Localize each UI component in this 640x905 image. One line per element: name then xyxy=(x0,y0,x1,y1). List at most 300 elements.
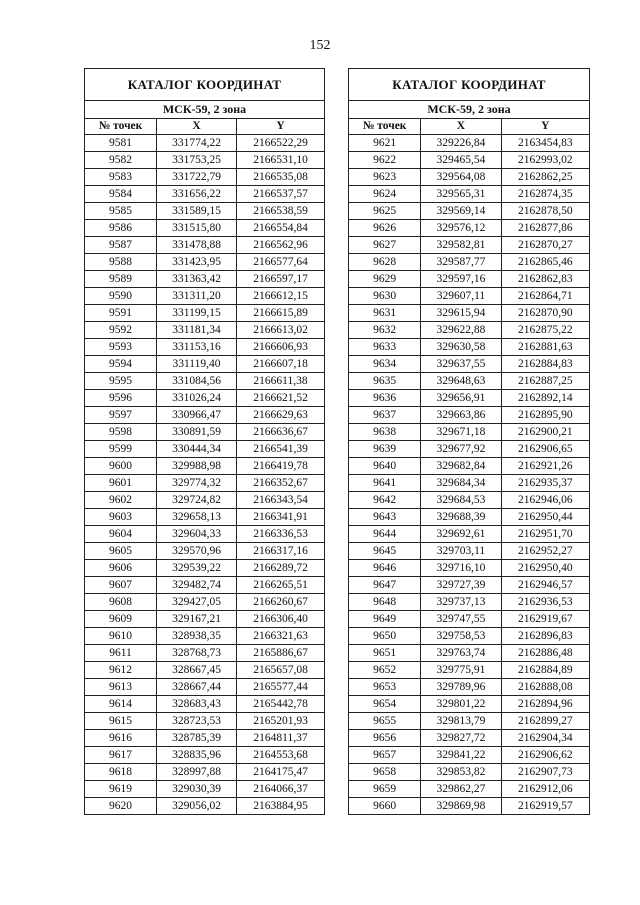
y-coordinate-cell: 2166260,67 xyxy=(237,594,325,611)
x-coordinate-cell: 331515,80 xyxy=(157,220,237,237)
y-coordinate-cell: 2162874,35 xyxy=(501,186,589,203)
y-coordinate-cell: 2166537,57 xyxy=(237,186,325,203)
y-coordinate-cell: 2166554,84 xyxy=(237,220,325,237)
table-row xyxy=(349,798,590,815)
x-coordinate-cell: 329724,82 xyxy=(157,492,237,509)
table-row xyxy=(85,730,325,747)
y-coordinate-cell: 2162906,62 xyxy=(501,747,589,764)
y-coordinate-cell: 2163884,95 xyxy=(237,798,325,815)
table-row xyxy=(349,458,590,475)
x-coordinate-cell: 328835,96 xyxy=(157,747,237,764)
x-coordinate-cell: 328683,43 xyxy=(157,696,237,713)
y-coordinate-cell: 2166265,51 xyxy=(237,577,325,594)
x-coordinate-cell: 329587,77 xyxy=(421,254,501,271)
y-coordinate-cell: 2162864,71 xyxy=(501,288,589,305)
y-coordinate-cell: 2162936,53 xyxy=(501,594,589,611)
x-coordinate-cell: 329630,58 xyxy=(421,339,501,356)
table-row xyxy=(85,713,325,730)
y-coordinate-cell: 2162892,14 xyxy=(501,390,589,407)
x-coordinate-cell: 329763,74 xyxy=(421,645,501,662)
table-row xyxy=(349,237,590,254)
x-coordinate-cell: 329688,39 xyxy=(421,509,501,526)
point-number-cell: 9583 xyxy=(85,169,157,186)
point-number-cell: 9623 xyxy=(349,169,421,186)
table-row xyxy=(349,577,590,594)
point-number-cell: 9606 xyxy=(85,560,157,577)
table-row xyxy=(85,390,325,407)
y-coordinate-cell: 2162862,25 xyxy=(501,169,589,186)
x-coordinate-cell: 329758,53 xyxy=(421,628,501,645)
y-coordinate-cell: 2166613,02 xyxy=(237,322,325,339)
y-coordinate-cell: 2162870,90 xyxy=(501,305,589,322)
point-number-cell: 9651 xyxy=(349,645,421,662)
x-coordinate-cell: 331084,56 xyxy=(157,373,237,390)
x-coordinate-cell: 329597,16 xyxy=(421,271,501,288)
y-coordinate-cell: 2162950,44 xyxy=(501,509,589,526)
y-coordinate-cell: 2162904,34 xyxy=(501,730,589,747)
table-row xyxy=(85,611,325,628)
point-number-cell: 9612 xyxy=(85,662,157,679)
x-coordinate-cell: 329564,08 xyxy=(421,169,501,186)
x-coordinate-cell: 329774,32 xyxy=(157,475,237,492)
catalog-body xyxy=(349,135,590,815)
x-coordinate-cell: 329570,96 xyxy=(157,543,237,560)
x-coordinate-cell: 329056,02 xyxy=(157,798,237,815)
table-row xyxy=(349,305,590,322)
table-row xyxy=(85,543,325,560)
y-coordinate-cell: 2166636,67 xyxy=(237,424,325,441)
y-coordinate-cell: 2162900,21 xyxy=(501,424,589,441)
y-coordinate-cell: 2162952,27 xyxy=(501,543,589,560)
point-number-cell: 9607 xyxy=(85,577,157,594)
x-coordinate-cell: 329775,91 xyxy=(421,662,501,679)
y-coordinate-cell: 2166317,16 xyxy=(237,543,325,560)
x-coordinate-cell: 329813,79 xyxy=(421,713,501,730)
y-coordinate-cell: 2166289,72 xyxy=(237,560,325,577)
point-number-cell: 9660 xyxy=(349,798,421,815)
table-row xyxy=(85,424,325,441)
table-row xyxy=(85,645,325,662)
point-number-cell: 9599 xyxy=(85,441,157,458)
y-coordinate-cell: 2162946,06 xyxy=(501,492,589,509)
y-coordinate-cell: 2166336,53 xyxy=(237,526,325,543)
table-row xyxy=(85,305,325,322)
table-row xyxy=(349,373,590,390)
x-coordinate-cell: 329827,72 xyxy=(421,730,501,747)
y-coordinate-cell: 2162951,70 xyxy=(501,526,589,543)
x-coordinate-cell: 331423,95 xyxy=(157,254,237,271)
y-coordinate-cell: 2162888,08 xyxy=(501,679,589,696)
table-row xyxy=(349,152,590,169)
table-row xyxy=(349,288,590,305)
table-row xyxy=(85,373,325,390)
x-coordinate-cell: 329576,12 xyxy=(421,220,501,237)
table-row xyxy=(349,424,590,441)
point-number-cell: 9636 xyxy=(349,390,421,407)
coordinate-catalog-right xyxy=(348,68,590,815)
x-coordinate-cell: 329615,94 xyxy=(421,305,501,322)
y-coordinate-cell: 2166606,93 xyxy=(237,339,325,356)
point-number-cell: 9584 xyxy=(85,186,157,203)
table-row xyxy=(349,628,590,645)
point-number-cell: 9655 xyxy=(349,713,421,730)
table-row xyxy=(349,356,590,373)
x-coordinate-cell: 328785,39 xyxy=(157,730,237,747)
y-coordinate-cell: 2162870,27 xyxy=(501,237,589,254)
point-number-cell: 9650 xyxy=(349,628,421,645)
point-number-cell: 9611 xyxy=(85,645,157,662)
point-number-cell: 9601 xyxy=(85,475,157,492)
y-coordinate-cell: 2162899,27 xyxy=(501,713,589,730)
y-coordinate-cell: 2162895,90 xyxy=(501,407,589,424)
y-coordinate-cell: 2162896,83 xyxy=(501,628,589,645)
point-number-cell: 9619 xyxy=(85,781,157,798)
x-coordinate-cell: 329167,21 xyxy=(157,611,237,628)
y-coordinate-cell: 2162877,86 xyxy=(501,220,589,237)
y-coordinate-cell: 2162887,25 xyxy=(501,373,589,390)
point-number-cell: 9585 xyxy=(85,203,157,220)
table-row xyxy=(349,407,590,424)
point-number-cell: 9629 xyxy=(349,271,421,288)
table-row xyxy=(349,560,590,577)
x-coordinate-cell: 329582,81 xyxy=(421,237,501,254)
x-coordinate-cell: 329727,39 xyxy=(421,577,501,594)
point-number-cell: 9638 xyxy=(349,424,421,441)
y-coordinate-cell: 2162921,26 xyxy=(501,458,589,475)
x-coordinate-cell: 330966,47 xyxy=(157,407,237,424)
x-coordinate-cell: 331119,40 xyxy=(157,356,237,373)
x-coordinate-cell: 331774,22 xyxy=(157,135,237,152)
y-coordinate-cell: 2166352,67 xyxy=(237,475,325,492)
y-coordinate-cell: 2164066,37 xyxy=(237,781,325,798)
point-number-cell: 9603 xyxy=(85,509,157,526)
point-number-cell: 9591 xyxy=(85,305,157,322)
point-number-cell: 9593 xyxy=(85,339,157,356)
x-coordinate-cell: 329862,27 xyxy=(421,781,501,798)
point-number-cell: 9622 xyxy=(349,152,421,169)
y-coordinate-cell: 2166538,59 xyxy=(237,203,325,220)
y-coordinate-cell: 2166562,96 xyxy=(237,237,325,254)
coordinate-system-zone: МСК-59, 2 зона xyxy=(349,101,590,119)
table-row xyxy=(349,645,590,662)
y-coordinate-cell: 2166535,08 xyxy=(237,169,325,186)
coordinate-catalog-left xyxy=(84,68,325,815)
y-coordinate-cell: 2166341,91 xyxy=(237,509,325,526)
x-coordinate-cell: 329684,53 xyxy=(421,492,501,509)
point-number-cell: 9647 xyxy=(349,577,421,594)
x-coordinate-cell: 331478,88 xyxy=(157,237,237,254)
y-coordinate-cell: 2162884,89 xyxy=(501,662,589,679)
table-row xyxy=(85,764,325,781)
y-coordinate-cell: 2163454,83 xyxy=(501,135,589,152)
y-coordinate-cell: 2162993,02 xyxy=(501,152,589,169)
x-coordinate-cell: 331311,20 xyxy=(157,288,237,305)
table-row xyxy=(85,220,325,237)
point-number-cell: 9588 xyxy=(85,254,157,271)
table-row xyxy=(85,458,325,475)
y-coordinate-cell: 2162878,50 xyxy=(501,203,589,220)
x-coordinate-cell: 330444,34 xyxy=(157,441,237,458)
table-row xyxy=(349,713,590,730)
table-row xyxy=(85,407,325,424)
point-number-cell: 9634 xyxy=(349,356,421,373)
x-coordinate-cell: 328938,35 xyxy=(157,628,237,645)
catalog-title: КАТАЛОГ КООРДИНАТ xyxy=(85,69,325,101)
table-row xyxy=(349,543,590,560)
table-row xyxy=(85,560,325,577)
x-coordinate-cell: 329569,14 xyxy=(421,203,501,220)
table-row xyxy=(349,322,590,339)
table-row xyxy=(349,764,590,781)
y-coordinate-cell: 2165201,93 xyxy=(237,713,325,730)
point-number-cell: 9641 xyxy=(349,475,421,492)
y-coordinate-cell: 2162950,40 xyxy=(501,560,589,577)
x-coordinate-cell: 329692,61 xyxy=(421,526,501,543)
x-coordinate-cell: 329226,84 xyxy=(421,135,501,152)
x-coordinate-cell: 329801,22 xyxy=(421,696,501,713)
table-row xyxy=(85,339,325,356)
x-coordinate-cell: 329716,10 xyxy=(421,560,501,577)
point-number-cell: 9624 xyxy=(349,186,421,203)
y-coordinate-cell: 2164553,68 xyxy=(237,747,325,764)
table-row xyxy=(85,203,325,220)
table-row xyxy=(349,662,590,679)
table-row xyxy=(349,254,590,271)
y-coordinate-cell: 2166597,17 xyxy=(237,271,325,288)
table-row xyxy=(349,679,590,696)
table-row xyxy=(85,662,325,679)
point-number-cell: 9645 xyxy=(349,543,421,560)
y-coordinate-cell: 2166611,38 xyxy=(237,373,325,390)
y-coordinate-cell: 2162919,67 xyxy=(501,611,589,628)
table-row xyxy=(349,611,590,628)
point-number-cell: 9589 xyxy=(85,271,157,288)
x-coordinate-cell: 331753,25 xyxy=(157,152,237,169)
point-number-cell: 9649 xyxy=(349,611,421,628)
table-row xyxy=(85,237,325,254)
table-row xyxy=(85,135,325,152)
x-coordinate-cell: 331363,42 xyxy=(157,271,237,288)
x-coordinate-cell: 329622,88 xyxy=(421,322,501,339)
point-number-cell: 9597 xyxy=(85,407,157,424)
table-row xyxy=(349,271,590,288)
table-row xyxy=(85,475,325,492)
y-coordinate-cell: 2166621,52 xyxy=(237,390,325,407)
point-number-cell: 9644 xyxy=(349,526,421,543)
point-number-cell: 9627 xyxy=(349,237,421,254)
table-row xyxy=(85,526,325,543)
point-number-cell: 9608 xyxy=(85,594,157,611)
table-row xyxy=(349,475,590,492)
point-number-cell: 9604 xyxy=(85,526,157,543)
point-number-cell: 9600 xyxy=(85,458,157,475)
x-coordinate-cell: 328997,88 xyxy=(157,764,237,781)
point-number-cell: 9586 xyxy=(85,220,157,237)
point-number-cell: 9609 xyxy=(85,611,157,628)
x-coordinate-cell: 331026,24 xyxy=(157,390,237,407)
point-number-cell: 9613 xyxy=(85,679,157,696)
point-number-cell: 9614 xyxy=(85,696,157,713)
table-row xyxy=(85,492,325,509)
y-coordinate-cell: 2165577,44 xyxy=(237,679,325,696)
table-row xyxy=(85,679,325,696)
x-coordinate-cell: 329789,96 xyxy=(421,679,501,696)
x-coordinate-cell: 329853,82 xyxy=(421,764,501,781)
y-coordinate-cell: 2165886,67 xyxy=(237,645,325,662)
y-coordinate-cell: 2166629,63 xyxy=(237,407,325,424)
table-row xyxy=(349,509,590,526)
x-coordinate-cell: 328768,73 xyxy=(157,645,237,662)
y-coordinate-cell: 2162935,37 xyxy=(501,475,589,492)
table-row xyxy=(85,594,325,611)
y-coordinate-cell: 2162881,63 xyxy=(501,339,589,356)
table-row xyxy=(349,730,590,747)
y-coordinate-cell: 2164175,47 xyxy=(237,764,325,781)
point-number-cell: 9592 xyxy=(85,322,157,339)
table-row xyxy=(85,322,325,339)
point-number-cell: 9618 xyxy=(85,764,157,781)
point-number-cell: 9635 xyxy=(349,373,421,390)
table-row xyxy=(349,526,590,543)
point-number-cell: 9639 xyxy=(349,441,421,458)
y-coordinate-cell: 2166612,15 xyxy=(237,288,325,305)
table-row xyxy=(349,390,590,407)
point-number-cell: 9582 xyxy=(85,152,157,169)
y-coordinate-cell: 2165442,78 xyxy=(237,696,325,713)
x-coordinate-cell: 329682,84 xyxy=(421,458,501,475)
x-coordinate-cell: 331153,16 xyxy=(157,339,237,356)
y-coordinate-cell: 2166522,29 xyxy=(237,135,325,152)
y-coordinate-cell: 2165657,08 xyxy=(237,662,325,679)
table-row xyxy=(85,169,325,186)
table-row xyxy=(85,288,325,305)
x-coordinate-cell: 330891,59 xyxy=(157,424,237,441)
point-number-cell: 9596 xyxy=(85,390,157,407)
table-row xyxy=(85,356,325,373)
point-number-cell: 9637 xyxy=(349,407,421,424)
y-coordinate-cell: 2166321,63 xyxy=(237,628,325,645)
point-number-cell: 9621 xyxy=(349,135,421,152)
table-row xyxy=(349,339,590,356)
x-coordinate-cell: 329869,98 xyxy=(421,798,501,815)
x-coordinate-cell: 329677,92 xyxy=(421,441,501,458)
y-coordinate-cell: 2166531,10 xyxy=(237,152,325,169)
x-coordinate-cell: 329841,22 xyxy=(421,747,501,764)
point-number-cell: 9648 xyxy=(349,594,421,611)
point-number-cell: 9654 xyxy=(349,696,421,713)
point-number-cell: 9615 xyxy=(85,713,157,730)
table-row xyxy=(85,441,325,458)
x-coordinate-cell: 329030,39 xyxy=(157,781,237,798)
x-coordinate-cell: 328723,53 xyxy=(157,713,237,730)
table-row xyxy=(85,747,325,764)
x-coordinate-cell: 329427,05 xyxy=(157,594,237,611)
x-coordinate-cell: 329988,98 xyxy=(157,458,237,475)
y-coordinate-cell: 2162884,83 xyxy=(501,356,589,373)
y-coordinate-cell: 2162919,57 xyxy=(501,798,589,815)
x-coordinate-cell: 329465,54 xyxy=(421,152,501,169)
point-number-cell: 9643 xyxy=(349,509,421,526)
x-coordinate-cell: 329703,11 xyxy=(421,543,501,560)
point-number-cell: 9598 xyxy=(85,424,157,441)
x-coordinate-cell: 329658,13 xyxy=(157,509,237,526)
y-coordinate-cell: 2162862,83 xyxy=(501,271,589,288)
column-header-y: Y xyxy=(237,119,325,135)
y-coordinate-cell: 2162875,22 xyxy=(501,322,589,339)
x-coordinate-cell: 329663,86 xyxy=(421,407,501,424)
point-number-cell: 9659 xyxy=(349,781,421,798)
point-number-cell: 9653 xyxy=(349,679,421,696)
y-coordinate-cell: 2162894,96 xyxy=(501,696,589,713)
x-coordinate-cell: 331181,34 xyxy=(157,322,237,339)
table-row xyxy=(85,186,325,203)
point-number-cell: 9594 xyxy=(85,356,157,373)
table-row xyxy=(85,577,325,594)
y-coordinate-cell: 2164811,37 xyxy=(237,730,325,747)
column-header-y: Y xyxy=(501,119,589,135)
x-coordinate-cell: 329737,13 xyxy=(421,594,501,611)
y-coordinate-cell: 2162907,73 xyxy=(501,764,589,781)
y-coordinate-cell: 2162946,57 xyxy=(501,577,589,594)
table-row xyxy=(349,781,590,798)
point-number-cell: 9656 xyxy=(349,730,421,747)
table-row xyxy=(349,220,590,237)
table-row xyxy=(85,696,325,713)
table-row xyxy=(349,747,590,764)
point-number-cell: 9640 xyxy=(349,458,421,475)
point-number-cell: 9632 xyxy=(349,322,421,339)
x-coordinate-cell: 329684,34 xyxy=(421,475,501,492)
x-coordinate-cell: 329539,22 xyxy=(157,560,237,577)
table-row xyxy=(349,203,590,220)
point-number-cell: 9633 xyxy=(349,339,421,356)
point-number-cell: 9602 xyxy=(85,492,157,509)
point-number-cell: 9616 xyxy=(85,730,157,747)
x-coordinate-cell: 331589,15 xyxy=(157,203,237,220)
table-row xyxy=(349,594,590,611)
x-coordinate-cell: 329648,63 xyxy=(421,373,501,390)
x-coordinate-cell: 329656,91 xyxy=(421,390,501,407)
y-coordinate-cell: 2166577,64 xyxy=(237,254,325,271)
y-coordinate-cell: 2166306,40 xyxy=(237,611,325,628)
table-row xyxy=(349,696,590,713)
catalog-body xyxy=(85,135,325,815)
point-number-cell: 9595 xyxy=(85,373,157,390)
x-coordinate-cell: 329565,31 xyxy=(421,186,501,203)
table-row xyxy=(85,781,325,798)
x-coordinate-cell: 328667,44 xyxy=(157,679,237,696)
x-coordinate-cell: 331656,22 xyxy=(157,186,237,203)
column-header-x: X xyxy=(157,119,237,135)
point-number-cell: 9642 xyxy=(349,492,421,509)
point-number-cell: 9620 xyxy=(85,798,157,815)
y-coordinate-cell: 2166419,78 xyxy=(237,458,325,475)
x-coordinate-cell: 329637,55 xyxy=(421,356,501,373)
table-row xyxy=(349,135,590,152)
y-coordinate-cell: 2162912,06 xyxy=(501,781,589,798)
x-coordinate-cell: 329747,55 xyxy=(421,611,501,628)
point-number-cell: 9652 xyxy=(349,662,421,679)
table-row xyxy=(349,186,590,203)
x-coordinate-cell: 329604,33 xyxy=(157,526,237,543)
table-row xyxy=(85,254,325,271)
coordinate-system-zone: МСК-59, 2 зона xyxy=(85,101,325,119)
table-row xyxy=(85,152,325,169)
x-coordinate-cell: 331722,79 xyxy=(157,169,237,186)
table-row xyxy=(85,509,325,526)
column-header-x: X xyxy=(421,119,501,135)
y-coordinate-cell: 2162886,48 xyxy=(501,645,589,662)
